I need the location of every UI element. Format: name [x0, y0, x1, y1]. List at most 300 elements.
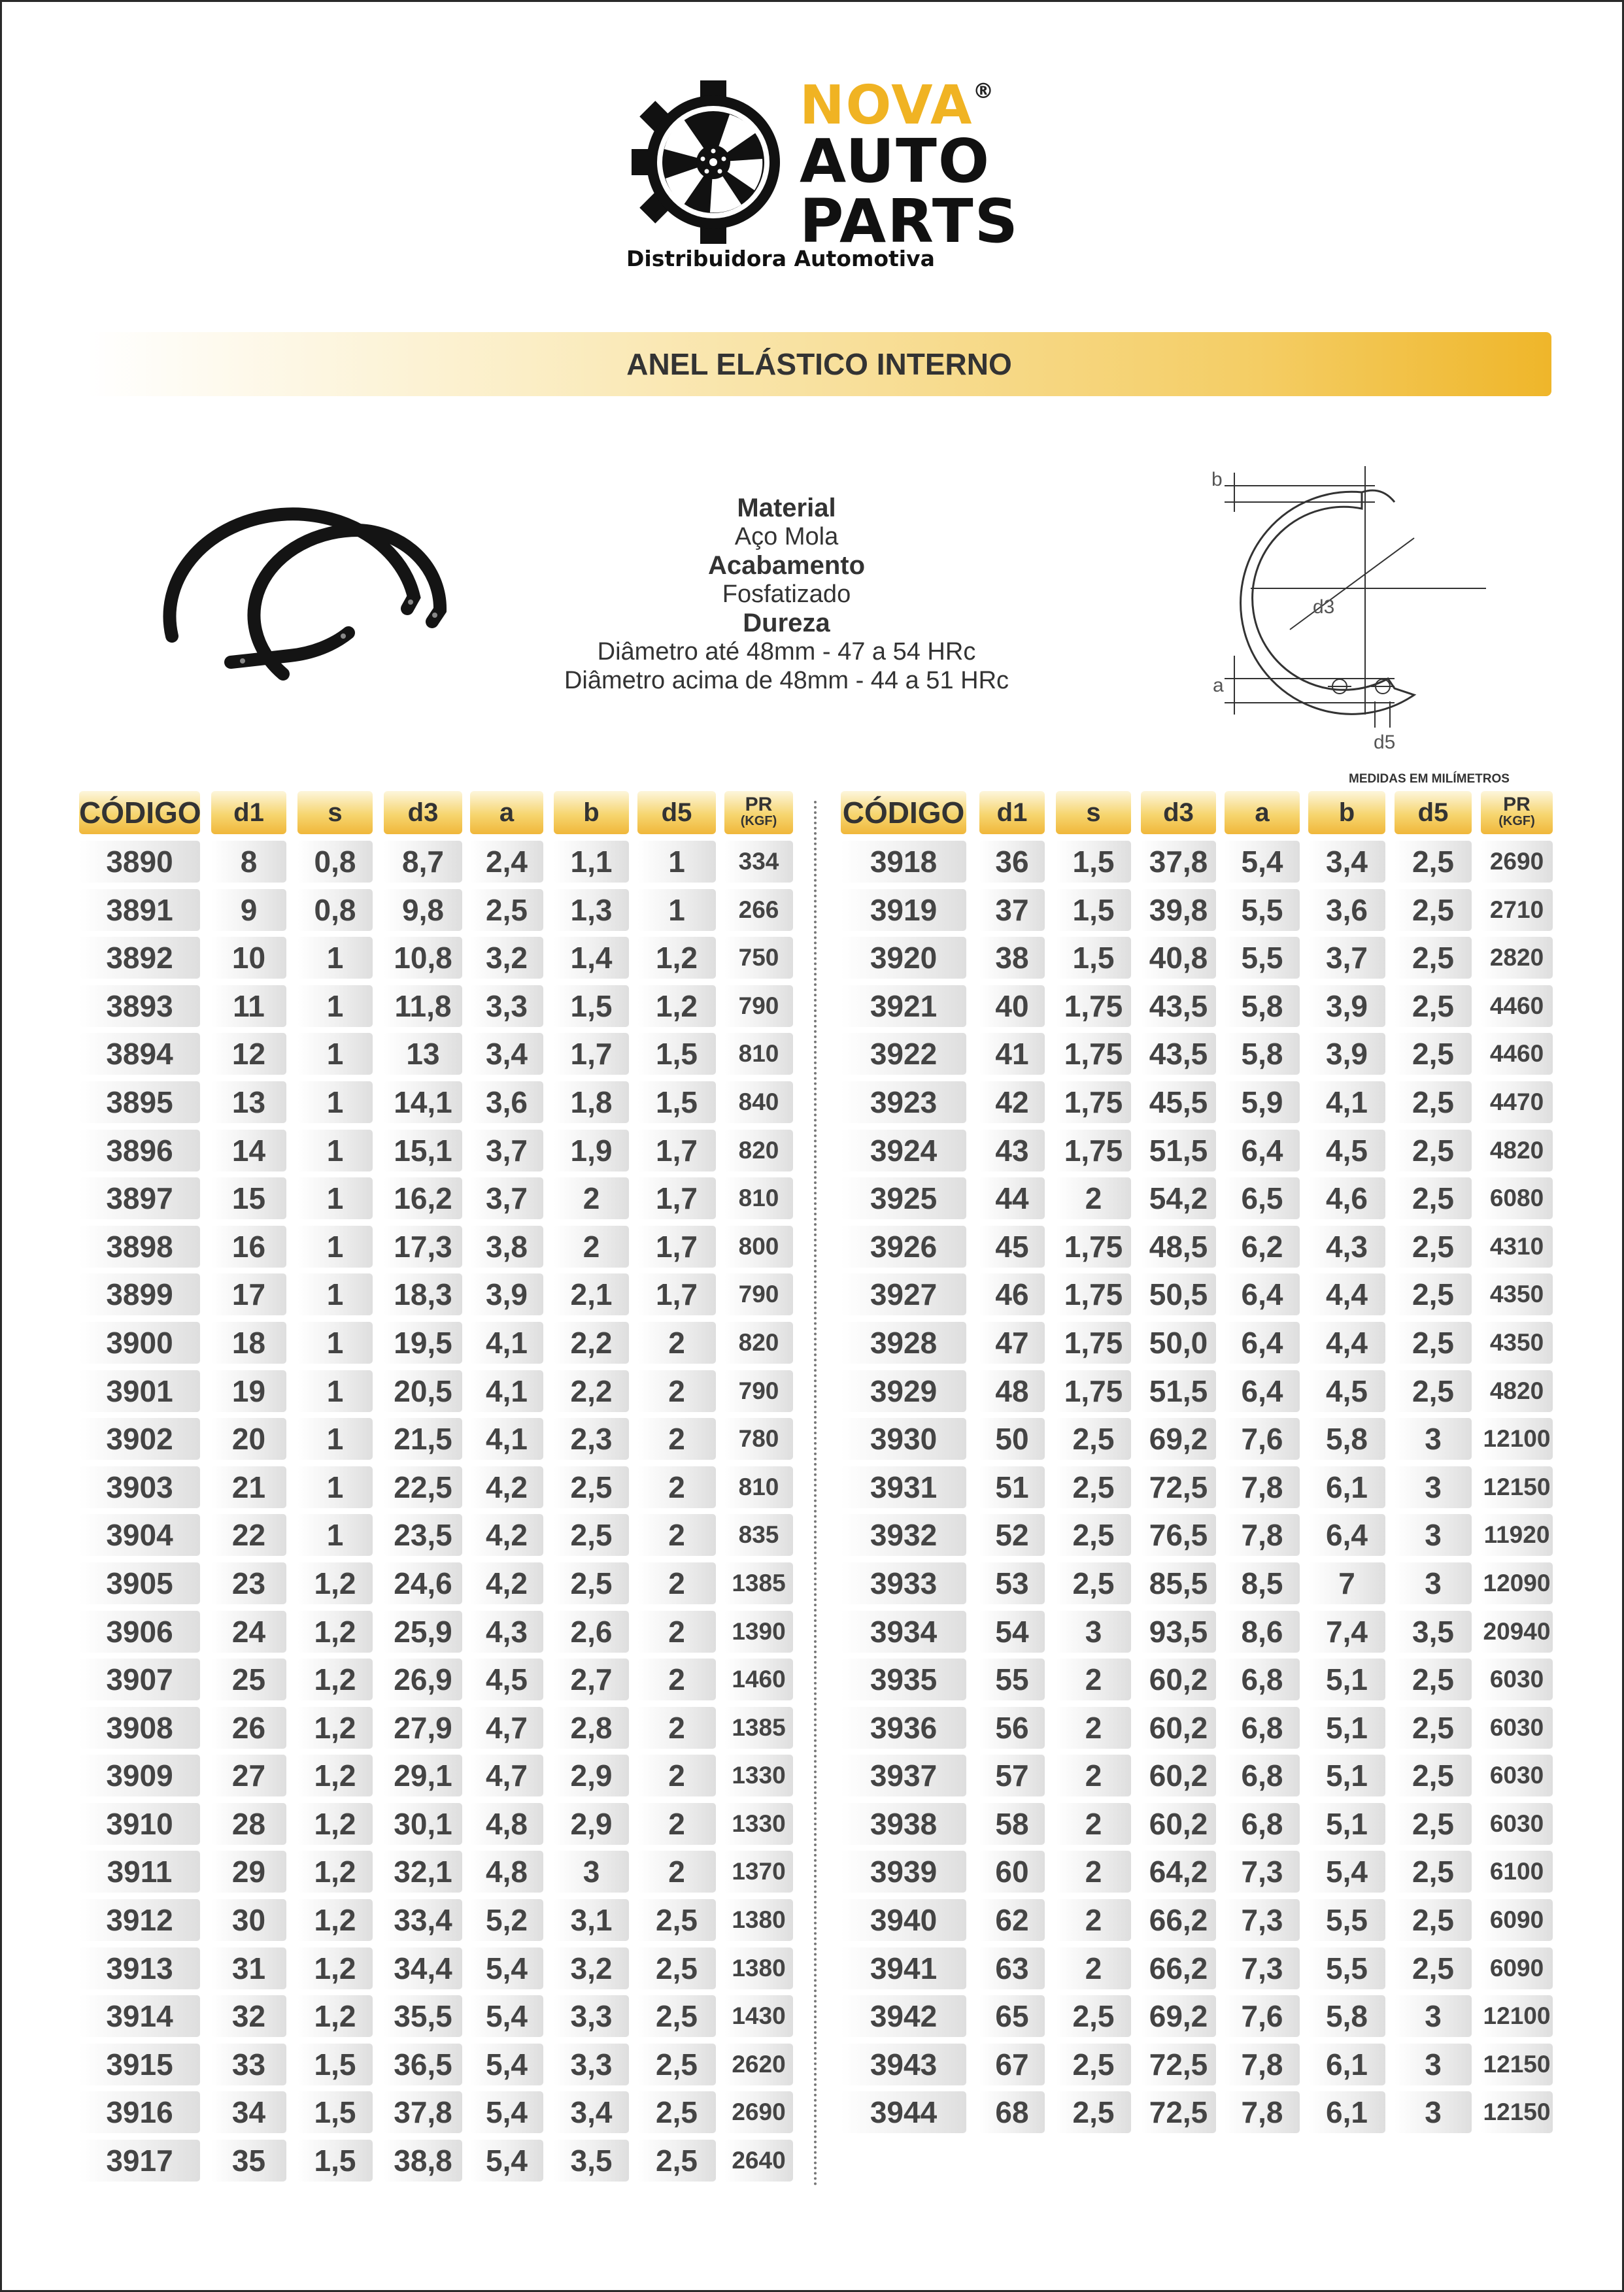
cell-pr: 1430 — [724, 1995, 793, 2037]
cell-a: 3,9 — [470, 1273, 543, 1315]
cell-d3: 30,1 — [384, 1803, 462, 1845]
cell-d1: 36 — [979, 841, 1045, 883]
cell-pr: 12100 — [1481, 1418, 1553, 1460]
cell-b: 2,8 — [554, 1707, 629, 1749]
cell-code: 3919 — [841, 889, 966, 931]
cell-d1: 51 — [979, 1466, 1045, 1508]
cell-d3: 33,4 — [384, 1899, 462, 1941]
cell-pr: 6100 — [1481, 1851, 1553, 1893]
cell-pr: 6030 — [1481, 1707, 1553, 1749]
cell-b: 4,3 — [1308, 1226, 1385, 1268]
cell-d5: 2,5 — [1395, 937, 1472, 979]
cell-code: 3930 — [841, 1418, 966, 1460]
cell-d3: 85,5 — [1141, 1562, 1216, 1604]
cell-pr: 1385 — [724, 1707, 793, 1749]
cell-pr: 1390 — [724, 1611, 793, 1653]
cell-s: 1,5 — [297, 2044, 373, 2085]
hardness-line-2: Diâmetro acima de 48mm - 44 a 51 HRc — [564, 667, 1009, 694]
diagram-label-d3: d3 — [1313, 596, 1335, 618]
page-title: ANEL ELÁSTICO INTERNO — [626, 347, 1012, 381]
cell-pr: 2640 — [724, 2140, 793, 2182]
cell-d5: 1,2 — [637, 937, 716, 979]
cell-d3: 43,5 — [1141, 1033, 1216, 1075]
header-pr: PR (KGF) — [724, 791, 793, 834]
cell-d3: 20,5 — [384, 1370, 462, 1412]
cell-d1: 41 — [979, 1033, 1045, 1075]
cell-s: 2,5 — [1056, 1995, 1131, 2037]
cell-s: 1 — [297, 1466, 373, 1508]
cell-d5: 2,5 — [637, 1995, 716, 2037]
cell-d1: 53 — [979, 1562, 1045, 1604]
cell-b: 3,2 — [554, 1947, 629, 1989]
material-value: Aço Mola — [734, 523, 839, 550]
cell-d5: 2,5 — [1395, 889, 1472, 931]
cell-d1: 68 — [979, 2091, 1045, 2133]
cell-b: 6,1 — [1308, 2044, 1385, 2085]
cell-d3: 60,2 — [1141, 1659, 1216, 1700]
cell-d5: 2 — [637, 1514, 716, 1556]
cell-pr: 835 — [724, 1514, 793, 1556]
gear-wheel-icon — [632, 80, 795, 244]
cell-d5: 3 — [1395, 2044, 1472, 2085]
cell-a: 7,3 — [1225, 1899, 1300, 1941]
cell-d5: 2,5 — [1395, 1899, 1472, 1941]
cell-a: 4,3 — [470, 1611, 543, 1653]
cell-code: 3906 — [79, 1611, 200, 1653]
cell-pr: 1330 — [724, 1803, 793, 1845]
cell-d3: 10,8 — [384, 937, 462, 979]
cell-a: 4,1 — [470, 1370, 543, 1412]
cell-s: 1,75 — [1056, 1322, 1131, 1364]
cell-s: 0,8 — [297, 841, 373, 883]
cell-d3: 9,8 — [384, 889, 462, 931]
cell-d5: 2,5 — [637, 2091, 716, 2133]
cell-code: 3924 — [841, 1130, 966, 1171]
cell-pr: 4350 — [1481, 1273, 1553, 1315]
cell-b: 5,1 — [1308, 1659, 1385, 1700]
cell-d1: 42 — [979, 1081, 1045, 1123]
header-d1: d1 — [211, 791, 286, 834]
cell-code: 3916 — [79, 2091, 200, 2133]
cell-d1: 37 — [979, 889, 1045, 931]
cell-a: 4,7 — [470, 1707, 543, 1749]
diagram-label-d5: d5 — [1374, 732, 1396, 753]
cell-s: 1 — [297, 1226, 373, 1268]
cell-b: 5,5 — [1308, 1947, 1385, 1989]
cell-a: 7,6 — [1225, 1995, 1300, 2037]
cell-d3: 36,5 — [384, 2044, 462, 2085]
cell-a: 5,5 — [1225, 889, 1300, 931]
cell-pr: 4460 — [1481, 985, 1553, 1027]
cell-a: 6,2 — [1225, 1226, 1300, 1268]
retaining-ring-photo — [133, 499, 473, 695]
cell-pr: 1370 — [724, 1851, 793, 1893]
cell-d3: 37,8 — [384, 2091, 462, 2133]
cell-d5: 1,7 — [637, 1130, 716, 1171]
cell-a: 6,8 — [1225, 1803, 1300, 1845]
cell-s: 2 — [1056, 1707, 1131, 1749]
cell-b: 3,9 — [1308, 985, 1385, 1027]
cell-d3: 16,2 — [384, 1177, 462, 1219]
brand-tagline: Distribuidora Automotiva — [626, 246, 935, 271]
cell-d5: 2,5 — [1395, 1659, 1472, 1700]
cell-code: 3944 — [841, 2091, 966, 2133]
cell-d1: 23 — [211, 1562, 286, 1604]
cell-a: 7,3 — [1225, 1851, 1300, 1893]
cell-code: 3909 — [79, 1755, 200, 1796]
cell-d3: 76,5 — [1141, 1514, 1216, 1556]
cell-a: 5,4 — [470, 2140, 543, 2182]
cell-d3: 21,5 — [384, 1418, 462, 1460]
cell-d5: 2,5 — [637, 1899, 716, 1941]
cell-s: 1,75 — [1056, 1273, 1131, 1315]
cell-d3: 22,5 — [384, 1466, 462, 1508]
cell-pr: 1385 — [724, 1562, 793, 1604]
registered-mark: ® — [973, 78, 994, 103]
cell-pr: 1380 — [724, 1947, 793, 1989]
cell-a: 3,7 — [470, 1177, 543, 1219]
header-b: b — [554, 791, 629, 834]
cell-d3: 50,5 — [1141, 1273, 1216, 1315]
cell-s: 1,2 — [297, 1899, 373, 1941]
cell-d5: 3 — [1395, 1466, 1472, 1508]
cell-pr: 2690 — [724, 2091, 793, 2133]
cell-b: 2,7 — [554, 1659, 629, 1700]
cell-a: 5,4 — [470, 2091, 543, 2133]
header-s: s — [1056, 791, 1131, 834]
cell-a: 4,2 — [470, 1466, 543, 1508]
cell-d5: 2,5 — [1395, 1033, 1472, 1075]
cell-b: 6,1 — [1308, 1466, 1385, 1508]
cell-code: 3911 — [79, 1851, 200, 1893]
cell-b: 2 — [554, 1226, 629, 1268]
cell-d1: 18 — [211, 1322, 286, 1364]
cell-d5: 3,5 — [1395, 1611, 1472, 1653]
diagram-label-a: a — [1213, 675, 1224, 696]
cell-d3: 35,5 — [384, 1995, 462, 2037]
cell-d5: 2,5 — [1395, 1130, 1472, 1171]
cell-code: 3908 — [79, 1707, 200, 1749]
cell-s: 1 — [297, 1514, 373, 1556]
cell-s: 1 — [297, 937, 373, 979]
cell-code: 3931 — [841, 1466, 966, 1508]
cell-b: 3,6 — [1308, 889, 1385, 931]
cell-s: 1 — [297, 1177, 373, 1219]
cell-s: 1,5 — [1056, 889, 1131, 931]
cell-pr: 6080 — [1481, 1177, 1553, 1219]
cell-a: 4,5 — [470, 1659, 543, 1700]
cell-d1: 28 — [211, 1803, 286, 1845]
cell-pr: 1460 — [724, 1659, 793, 1700]
brand-name-auto: AUTO — [800, 126, 991, 196]
cell-d1: 35 — [211, 2140, 286, 2182]
cell-s: 1 — [297, 985, 373, 1027]
cell-d1: 20 — [211, 1418, 286, 1460]
cell-d1: 67 — [979, 2044, 1045, 2085]
cell-a: 5,8 — [1225, 1033, 1300, 1075]
cell-d3: 24,6 — [384, 1562, 462, 1604]
cell-d5: 2 — [637, 1803, 716, 1845]
cell-d5: 2,5 — [637, 2140, 716, 2182]
cell-d5: 3 — [1395, 1418, 1472, 1460]
cell-d3: 51,5 — [1141, 1370, 1216, 1412]
cell-a: 6,4 — [1225, 1273, 1300, 1315]
cell-d5: 2 — [637, 1418, 716, 1460]
cell-code: 3890 — [79, 841, 200, 883]
cell-a: 8,6 — [1225, 1611, 1300, 1653]
cell-d5: 1,5 — [637, 1081, 716, 1123]
cell-code: 3892 — [79, 937, 200, 979]
cell-a: 7,3 — [1225, 1947, 1300, 1989]
cell-d1: 25 — [211, 1659, 286, 1700]
cell-b: 5,1 — [1308, 1707, 1385, 1749]
cell-b: 2,5 — [554, 1466, 629, 1508]
cell-code: 3902 — [79, 1418, 200, 1460]
cell-a: 5,9 — [1225, 1081, 1300, 1123]
cell-pr: 820 — [724, 1322, 793, 1364]
cell-b: 4,4 — [1308, 1322, 1385, 1364]
cell-a: 6,4 — [1225, 1370, 1300, 1412]
cell-d3: 38,8 — [384, 2140, 462, 2182]
cell-a: 3,2 — [470, 937, 543, 979]
cell-d1: 58 — [979, 1803, 1045, 1845]
cell-pr: 334 — [724, 841, 793, 883]
cell-d1: 46 — [979, 1273, 1045, 1315]
cell-s: 1,5 — [1056, 937, 1131, 979]
cell-d3: 8,7 — [384, 841, 462, 883]
cell-d1: 60 — [979, 1851, 1045, 1893]
cell-d5: 3 — [1395, 1995, 1472, 2037]
cell-code: 3895 — [79, 1081, 200, 1123]
cell-a: 7,8 — [1225, 2044, 1300, 2085]
cell-b: 7,4 — [1308, 1611, 1385, 1653]
cell-pr: 790 — [724, 985, 793, 1027]
cell-d1: 48 — [979, 1370, 1045, 1412]
cell-d3: 23,5 — [384, 1514, 462, 1556]
cell-d3: 15,1 — [384, 1130, 462, 1171]
cell-b: 3,5 — [554, 2140, 629, 2182]
cell-s: 1,2 — [297, 1707, 373, 1749]
cell-d5: 1,2 — [637, 985, 716, 1027]
cell-s: 1,2 — [297, 1803, 373, 1845]
cell-d1: 34 — [211, 2091, 286, 2133]
cell-s: 1,5 — [297, 2140, 373, 2182]
cell-code: 3921 — [841, 985, 966, 1027]
cell-d3: 72,5 — [1141, 2091, 1216, 2133]
cell-d3: 27,9 — [384, 1707, 462, 1749]
cell-d1: 50 — [979, 1418, 1045, 1460]
cell-d3: 14,1 — [384, 1081, 462, 1123]
cell-s: 2 — [1056, 1947, 1131, 1989]
cell-d5: 2,5 — [1395, 1226, 1472, 1268]
cell-d5: 1,7 — [637, 1273, 716, 1315]
cell-pr: 2710 — [1481, 889, 1553, 931]
cell-d5: 1,7 — [637, 1226, 716, 1268]
cell-s: 1,2 — [297, 1947, 373, 1989]
cell-d5: 2,5 — [1395, 1273, 1472, 1315]
header-code: CÓDIGO — [841, 791, 966, 834]
cell-b: 2,3 — [554, 1418, 629, 1460]
cell-code: 3920 — [841, 937, 966, 979]
cell-s: 3 — [1056, 1611, 1131, 1653]
cell-code: 3903 — [79, 1466, 200, 1508]
header-a: a — [470, 791, 543, 834]
cell-a: 4,2 — [470, 1514, 543, 1556]
cell-s: 1,2 — [297, 1995, 373, 2037]
cell-b: 4,6 — [1308, 1177, 1385, 1219]
cell-b: 3 — [554, 1851, 629, 1893]
header-d3: d3 — [1141, 791, 1216, 834]
brand-name-nova: NOVA — [800, 75, 973, 137]
cell-d3: 45,5 — [1141, 1081, 1216, 1123]
cell-d1: 52 — [979, 1514, 1045, 1556]
cell-d5: 2,5 — [1395, 1803, 1472, 1845]
cell-b: 5,4 — [1308, 1851, 1385, 1893]
cell-s: 2 — [1056, 1177, 1131, 1219]
cell-pr: 2820 — [1481, 937, 1553, 979]
header-a: a — [1225, 791, 1300, 834]
cell-s: 2 — [1056, 1899, 1131, 1941]
cell-d3: 51,5 — [1141, 1130, 1216, 1171]
cell-d1: 54 — [979, 1611, 1045, 1653]
cell-a: 2,5 — [470, 889, 543, 931]
cell-a: 3,4 — [470, 1033, 543, 1075]
cell-a: 8,5 — [1225, 1562, 1300, 1604]
cell-d1: 26 — [211, 1707, 286, 1749]
cell-d3: 40,8 — [1141, 937, 1216, 979]
cell-b: 1,8 — [554, 1081, 629, 1123]
cell-d3: 72,5 — [1141, 2044, 1216, 2085]
cell-b: 6,1 — [1308, 2091, 1385, 2133]
cell-d1: 57 — [979, 1755, 1045, 1796]
cell-code: 3917 — [79, 2140, 200, 2182]
cell-b: 5,1 — [1308, 1803, 1385, 1845]
cell-d5: 2 — [637, 1562, 716, 1604]
cell-s: 1,2 — [297, 1611, 373, 1653]
cell-s: 2,5 — [1056, 1418, 1131, 1460]
cell-d1: 14 — [211, 1130, 286, 1171]
cell-pr: 4460 — [1481, 1033, 1553, 1075]
cell-code: 3913 — [79, 1947, 200, 1989]
cell-d3: 50,0 — [1141, 1322, 1216, 1364]
cell-code: 3932 — [841, 1514, 966, 1556]
diagram-label-b: b — [1211, 469, 1223, 490]
cell-a: 4,8 — [470, 1851, 543, 1893]
cell-d5: 2 — [637, 1322, 716, 1364]
cell-s: 1 — [297, 1081, 373, 1123]
cell-pr: 6090 — [1481, 1899, 1553, 1941]
cell-a: 3,6 — [470, 1081, 543, 1123]
cell-d1: 13 — [211, 1081, 286, 1123]
cell-d1: 22 — [211, 1514, 286, 1556]
cell-d1: 8 — [211, 841, 286, 883]
cell-a: 7,8 — [1225, 2091, 1300, 2133]
cell-d1: 45 — [979, 1226, 1045, 1268]
cell-s: 2,5 — [1056, 1514, 1131, 1556]
cell-code: 3940 — [841, 1899, 966, 1941]
cell-pr: 12090 — [1481, 1562, 1553, 1604]
cell-d1: 32 — [211, 1995, 286, 2037]
cell-d3: 66,2 — [1141, 1899, 1216, 1941]
cell-d5: 2,5 — [1395, 1947, 1472, 1989]
cell-d3: 43,5 — [1141, 985, 1216, 1027]
cell-b: 5,1 — [1308, 1755, 1385, 1796]
cell-code: 3923 — [841, 1081, 966, 1123]
cell-a: 4,1 — [470, 1322, 543, 1364]
cell-s: 1,75 — [1056, 1370, 1131, 1412]
cell-b: 1,4 — [554, 937, 629, 979]
cell-s: 1 — [297, 1418, 373, 1460]
cell-pr: 4470 — [1481, 1081, 1553, 1123]
cell-d3: 64,2 — [1141, 1851, 1216, 1893]
cell-d3: 13 — [384, 1033, 462, 1075]
cell-pr: 780 — [724, 1418, 793, 1460]
cell-a: 6,8 — [1225, 1707, 1300, 1749]
header-d3: d3 — [384, 791, 462, 834]
cell-d1: 30 — [211, 1899, 286, 1941]
cell-b: 1,5 — [554, 985, 629, 1027]
cell-d1: 24 — [211, 1611, 286, 1653]
cell-a: 6,5 — [1225, 1177, 1300, 1219]
cell-d5: 2 — [637, 1755, 716, 1796]
cell-d3: 39,8 — [1141, 889, 1216, 931]
header-pr: PR (KGF) — [1481, 791, 1553, 834]
cell-s: 1,75 — [1056, 985, 1131, 1027]
cell-b: 1,9 — [554, 1130, 629, 1171]
cell-s: 1,2 — [297, 1659, 373, 1700]
cell-b: 2,1 — [554, 1273, 629, 1315]
cell-a: 2,4 — [470, 841, 543, 883]
cell-d1: 62 — [979, 1899, 1045, 1941]
cell-s: 1,75 — [1056, 1033, 1131, 1075]
cell-pr: 4350 — [1481, 1322, 1553, 1364]
header-d1: d1 — [979, 791, 1045, 834]
cell-pr: 11920 — [1481, 1514, 1553, 1556]
cell-b: 2,9 — [554, 1803, 629, 1845]
cell-s: 1 — [297, 1033, 373, 1075]
cell-d1: 17 — [211, 1273, 286, 1315]
cell-code: 3943 — [841, 2044, 966, 2085]
column-divider — [814, 801, 817, 2187]
cell-a: 5,4 — [1225, 841, 1300, 883]
cell-d1: 29 — [211, 1851, 286, 1893]
cell-d3: 29,1 — [384, 1755, 462, 1796]
cell-code: 3918 — [841, 841, 966, 883]
cell-s: 1,2 — [297, 1851, 373, 1893]
cell-d3: 48,5 — [1141, 1226, 1216, 1268]
cell-d5: 2 — [637, 1707, 716, 1749]
cell-s: 2 — [1056, 1803, 1131, 1845]
cell-code: 3900 — [79, 1322, 200, 1364]
cell-b: 4,5 — [1308, 1130, 1385, 1171]
cell-a: 3,3 — [470, 985, 543, 1027]
cell-a: 7,6 — [1225, 1418, 1300, 1460]
cell-code: 3939 — [841, 1851, 966, 1893]
cell-d1: 65 — [979, 1995, 1045, 2037]
cell-b: 1,3 — [554, 889, 629, 931]
cell-code: 3915 — [79, 2044, 200, 2085]
ring-dimension-diagram — [1198, 440, 1493, 754]
cell-s: 1,75 — [1056, 1130, 1131, 1171]
cell-b: 3,1 — [554, 1899, 629, 1941]
cell-code: 3941 — [841, 1947, 966, 1989]
cell-pr: 790 — [724, 1273, 793, 1315]
cell-code: 3938 — [841, 1803, 966, 1845]
cell-code: 3901 — [79, 1370, 200, 1412]
cell-code: 3898 — [79, 1226, 200, 1268]
cell-s: 1 — [297, 1322, 373, 1364]
cell-d3: 69,2 — [1141, 1418, 1216, 1460]
